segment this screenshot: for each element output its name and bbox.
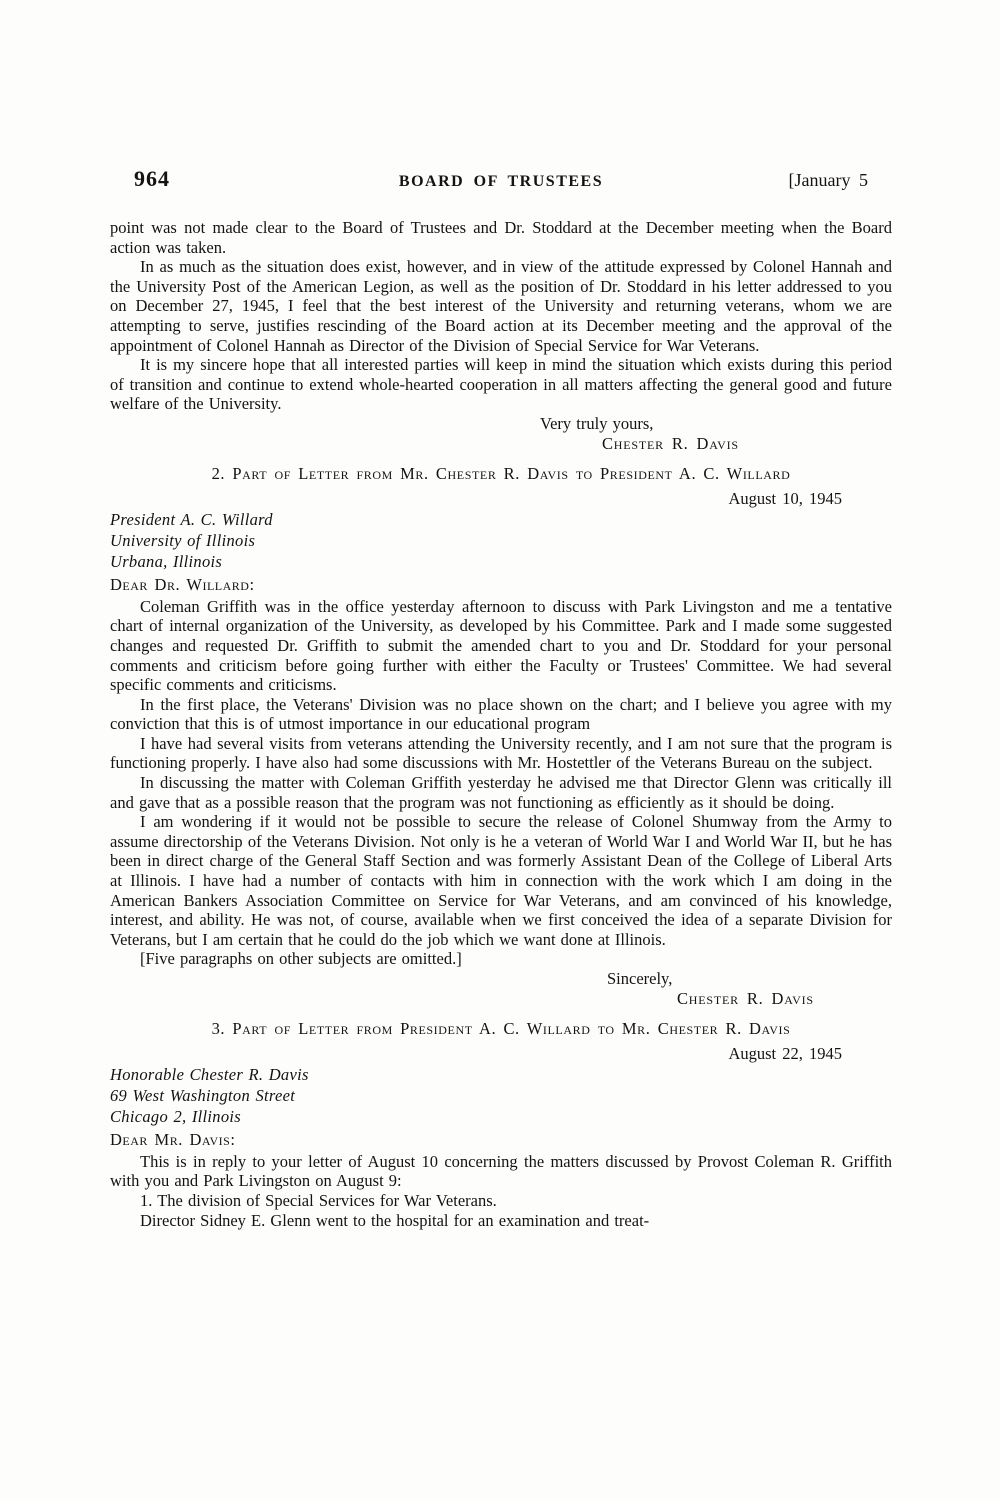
letter-closing [110, 969, 892, 1009]
salutation: Dear Dr. Willard: [110, 575, 255, 595]
paragraph: This is in reply to your letter of August 10 concerning the matters discussed by Provost Coleman R. Griffith with you and Park Livingston on August 9: [110, 1151, 892, 1191]
running-header [110, 166, 892, 192]
address-line: Urbana, Illinois [110, 552, 223, 572]
running-title: BOARD OF TRUSTEES [398, 173, 604, 190]
letter-closing [110, 414, 892, 454]
signature: Chester R. Davis [677, 989, 814, 1008]
paragraph: I am wondering if it would not be possible to secure the release of Colonel Shumway from the Army to assume directorship of the Veterans Division. Not only is he a veteran of World War I and World War II, but he has been in direct charge of the General Staff Section and was formerly Assistant Dean of the College of Liberal Arts at Illinois. I have had a number of contacts with him in connection with the work which I am doing in the American Bankers Association Committee on Service for War Veterans, and am convinced of his knowledge, interest, and ability. He was not, of course, available when we first conceived the idea of a separate Division for Veterans, but I am certain that he could do the job which we want done at Illinois. [110, 812, 892, 949]
recipient-address [110, 509, 892, 572]
page-number: 964 [134, 166, 170, 191]
page-body [110, 218, 892, 1230]
paragraph: In the first place, the Veterans' Division was no place shown on the chart; and I believe you agree with my conviction that this is of utmost importance in our educational program [110, 694, 892, 734]
paragraph: It is my sincere hope that all interested parties will keep in mind the situation which exists during this period of transition and continue to extend whole-hearted cooperation in all matters affecting the general good and future welfare of the University. [110, 355, 892, 414]
address-line: 69 West Washington Street [110, 1086, 296, 1106]
valediction: Very truly yours, [540, 413, 654, 433]
recipient-address [110, 1064, 892, 1127]
paragraph: In as much as the situation does exist, however, and in view of the attitude expressed by Colonel Hannah and the University Post of the American Legion, as well as the position of Dr. Stoddard in his letter addressed to you on December 27, 1945, I feel that the best interest of the University and returning veterans, whom we are attempting to serve, justifies rescinding of the Board action at its December meeting and the approval of the appointment of Colonel Hannah as Director of the Division of Special Service for War Veterans. [110, 257, 892, 355]
paragraph: point was not made clear to the Board of Trustees and Dr. Stoddard at the December meeting when the Board action was taken. [110, 218, 892, 257]
numbered-item: 1. The division of Special Services for War Veterans. [140, 1190, 497, 1210]
salutation: Dear Mr. Davis: [110, 1130, 236, 1150]
address-line: University of Illinois [110, 531, 256, 551]
editorial-note: [Five paragraphs on other subjects are omitted.] [140, 949, 462, 969]
paragraph: I have had several visits from veterans attending the University recently, and I am not sure that the program is functioning properly. I have also had some discussions with Mr. Hostettler of the Veterans Bureau on the subject. [110, 733, 892, 773]
letter-date: August 10, 1945 [728, 488, 842, 508]
running-header-date: [January 5 [788, 170, 868, 190]
address-line: President A. C. Willard [110, 510, 273, 530]
paragraph: In discussing the matter with Coleman Griffith yesterday he advised me that Director Glenn was critically ill and gave that as a possible reason that the program was not functioning as efficiently as it should be doing. [110, 773, 892, 812]
section-heading-2: 2. Part of Letter from Mr. Chester R. Davis to President A. C. Willard [211, 463, 791, 483]
valediction: Sincerely, [607, 969, 673, 988]
paragraph: Director Sidney E. Glenn went to the hospital for an examination and treat- [140, 1210, 650, 1230]
address-line: Chicago 2, Illinois [110, 1107, 241, 1127]
signature: Chester R. Davis [602, 433, 739, 453]
section-heading-3: 3. Part of Letter from President A. C. Willard to Mr. Chester R. Davis [211, 1019, 791, 1038]
page-content [110, 166, 892, 1230]
letter-date: August 22, 1945 [728, 1043, 842, 1063]
address-line: Honorable Chester R. Davis [110, 1065, 309, 1085]
paragraph: Coleman Griffith was in the office yesterday afternoon to discuss with Park Livingston and me a tentative chart of internal organization of the University, as developed by his Committee. Park and I made some suggested changes and requested Dr. Griffith to submit the amended chart to you and Dr. Stoddard for your personal comments and criticism before going further with either the Faculty or Trustees' Committee. We had several specific comments and criticisms. [110, 596, 892, 695]
